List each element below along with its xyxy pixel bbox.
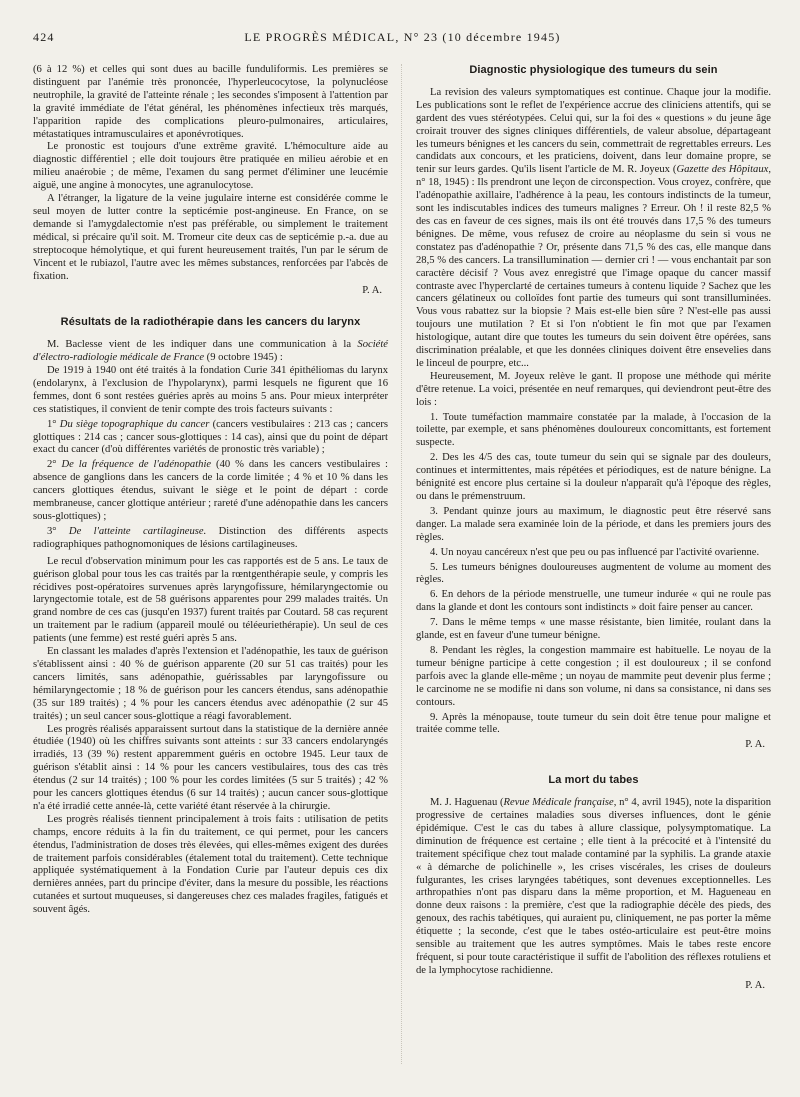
society-name: Société d'électro-radiologie médicale de France xyxy=(33,339,388,364)
law-item: 1. Toute tuméfaction mammaire constatée par la malade, à l'occasion de la toilette, par exemple, et sans phénomènes douloureux concomittants, est fortement suspecte. xyxy=(416,411,771,449)
factor-item xyxy=(33,419,388,458)
body-paragraph: (6 à 12 %) et celles qui sont dues au bacille funduliformis. Les premières se distinguent par l'anémie très prononcée, l'hyperleucocytose, la polynucléose neutrophile, la gravité de l'atteinte rénale ; les secondes s'imposent à l'attention par la gravité immédiate de l'état général, les phénomènes infectieux très marqués, l'apparition rapide des complications pleuro-pulmonaires, articulaires, métastatiques intramusculaires et aponévrotiques. xyxy=(33,64,388,140)
body-paragraph: De 1919 à 1940 ont été traités à la fondation Curie 341 épithéliomas du larynx (endolarynx, à l'exclusion de l'hypolarynx), parmi lesquels ne figurent que 16 femmes, dont 6 sont restées guéries après au moins 5 ans. Pour mieux interpréter ces statistiques, il convient de tenir compte des trois facteurs suivants : xyxy=(33,365,388,415)
body-paragraph: Le recul d'observation minimum pour les cas rapportés est de 5 ans. Le taux de guérison global pour tous les cas traités par la rœntgenthérapie seule, y compris les récidives post-opératoires survenues après laryngofissure, hémilaryngectomie ou laryngectomie totale, est de 58 guérisons apparentes pour 299 malades traités. Un grand nombre de ces cas (jusqu'en 1937) furent traités par Coutard. 58 cas reçurent un traitement par le radium (appareil moulé ou téléeuriethérapie). Un seul de ces patients (une femme) est resté guéri après 5 ans. xyxy=(33,555,388,645)
law-item: 3. Pendant quinze jours au maximum, le diagnostic peut être réservé sans danger. La malade sera examinée loin de la période, et dans les premiers jours des règles. xyxy=(416,505,771,543)
section-title-breast-tumours: Diagnostic physiologique des tumeurs du sein xyxy=(469,64,718,76)
right-column xyxy=(416,64,771,993)
article-signature: P. A. xyxy=(745,739,765,751)
body-paragraph: Heureusement, M. Joyeux relève le gant. Il propose une méthode qui mérite d'être retenue. La voici, présentée en neuf remarques, qui deviendront peut-être des lois : xyxy=(416,370,771,408)
journal-name: Revue Médicale française xyxy=(503,797,614,809)
factor-item xyxy=(33,526,388,552)
section-title-tabes: La mort du tabes xyxy=(548,774,639,787)
factor-text: Distinction des différents aspects radiographiques pathognomoniques de lésions cartilagineuses. xyxy=(33,525,388,550)
column-divider xyxy=(401,64,402,1064)
left-column xyxy=(33,64,388,917)
factor-title: De l'atteinte cartilagineuse. xyxy=(68,525,207,537)
law-item: 5. Les tumeurs bénignes douloureuses augmentent de volume au moment des règles. xyxy=(416,561,771,586)
body-paragraph: A l'étranger, la ligature de la veine jugulaire interne est considérée comme le seul moyen de lutter contre la septicémie post-angineuse. En France, on se demande si l'amygdalectomie n'est pas préférable, ou simplement le traitement médical, si précaire qu'il soit. M. Tromeur cite deux cas de septicémie p.-a. due au streptocoque hémolytique, et qui furent heureusement traités, l'un par le sérum de Vincent et le rubiazol, l'autre avec les mêmes substances, renforcées par l'abcès de fixation. xyxy=(33,193,388,282)
running-title: LE PROGRÈS MÉDICAL, N° 23 (10 décembre 1945) xyxy=(244,30,561,44)
text-run: M. Baclesse vient de les indiquer dans une communication à la xyxy=(47,339,358,351)
body-paragraph xyxy=(416,797,771,978)
law-item: 8. Pendant les règles, la congestion mammaire est habituelle. Le noyau de la tumeur bénigne participe à cette congestion ; il est douloureux ; il se confond parfois avec la glande elle-même ; un noyau de mammite peut devenir plus ferme ; le carcinome ne se modifie ni dans son volume, ni dans sa consistance, ni dans ses contours. xyxy=(416,644,771,708)
law-item: 2. Des les 4/5 des cas, toute tumeur du sein qui se signale par des douleurs, continues et intermittentes, mais répétées et périodiques, est de nature bénigne. La bénignité est encore plus certaine si la douleur n'apparaît qu'à l'époque des règles, ou dans le prémenstruum. xyxy=(416,452,771,502)
body-paragraph: Les progrès réalisés tiennent principalement à trois faits : utilisation de petits champs, encore réduits à la fin du traitement, ce qui permet, pour les cancers étendus, l'administration de doses très élevées, qui elles-mêmes exigent des durées de traitement parfois considérables (étalement total du traitement). Cette technique appliquée systématiquement à la Fondation Curie par l'auteur depuis ces dix dernières années, part du principe d'éviter, dans la mesure du possible, les réactions cutanées et surtout muqueuses, si dangereuses chez ces malades fragiles, fatigués et souvent âgés. xyxy=(33,813,388,916)
factor-text: (40 % dans les cancers vestibulaires : absence de ganglions dans les cancers de la corde limitée ; 4 % et 10 % dans les cancers glottiques étendus, suivant le siège et le point de départ : corde membraneuse, cancer glottique antérieur ; rareté d'une adénopathie dans les cancers sous-glottiques) ; xyxy=(33,459,388,522)
law-item: 6. En dehors de la période menstruelle, une tumeur indurée « qui ne roule pas dans la glande et dont les contours sont indistincts » doit faire penser au cancer. xyxy=(416,589,771,614)
running-head xyxy=(33,30,772,46)
text-run: La revision des valeurs symptomatiques est continue. Chaque jour la modifie. Les publications sont le reflet de l'expérience accrue des cliniciens attentifs, qui se gardent des vues stéréotypées. Celui qui, sur la foi des « questions » du jeune âge croirait trouver des signes cliniques différentiels, de valeur absolue, départageant les tumeurs bénignes et les cancers du sein, commettrait de regrettables erreurs. Les candidats aux concours, et les praticiens, doivent, dans leur domaine propre, se tenir sur leurs gardes. Qu'ils lisent l'article de M. R. Joyeux ( xyxy=(416,86,771,176)
law-item: 7. Dans le même temps « une masse résistante, bien limitée, roulant dans la glande, est en faveur d'une tumeur bénigne. xyxy=(416,617,771,642)
body-paragraph xyxy=(416,87,771,371)
factor-text: (cancers vestibulaires : 213 cas ; cancers glottiques : 214 cas ; cancer sous-glottiques : 14 cas), ainsi que du point de départ exact du cancer (d'où différentes variétés de pronostic très variable) ; xyxy=(33,418,388,456)
text-run: (9 octobre 1945) : xyxy=(204,352,283,364)
factor-title: Du siège topographique du cancer xyxy=(59,418,210,430)
factor-item xyxy=(33,459,388,524)
journal-name: Gazette des Hôpitaux xyxy=(676,164,769,176)
factor-title: De la fréquence de l'adénopathie xyxy=(61,459,212,471)
text-run: M. J. Haguenau ( xyxy=(430,797,504,809)
body-paragraph: Le pronostic est toujours d'une extrême gravité. L'hémoculture aide au diagnostic différentiel ; elle doit toujours être pratiquée en milieu aérobie et en milieu anaérobie ; de même, l'examen du sang permet d'éliminer une leucémie aiguë, une angine à monocytes, une agranulocytose. xyxy=(33,141,388,192)
factor-number: 1° xyxy=(47,418,60,430)
page-number: 424 xyxy=(33,30,55,44)
section-title-radiotherapy: Résultats de la radiothérapie dans les cancers du larynx xyxy=(60,316,361,329)
article-signature: P. A. xyxy=(745,979,765,991)
body-paragraph: Les progrès réalisés apparaissent surtout dans la statistique de la dernière année étudiée (1940) où les chiffres suivants sont atteints : sur 33 cancers endolaryngés irradiés, 13 (39 %) restent apparemment guéris en octobre 1945. Leur taux de guérison s'établit ainsi : 14 % pour les cancers vestibulaires, tous des cas très étendus (2 sur 14 traités) ; 100 % pour les cordes limitées (5 sur 5 traités) ; 42 % pour les cancers glottiques étendus (6 sur 14 traités) ; aucun cancer sous-glottique n'a été irradié cette année-là, cette variété étant réservée à la chirurgie. xyxy=(33,723,388,812)
article-signature: P. A. xyxy=(362,285,382,297)
body-paragraph xyxy=(33,339,388,365)
body-paragraph: En classant les malades d'après l'extension et l'adénopathie, les taux de guérison s'établissent ainsi : 40 % de guérison apparente (20 sur 51 cas traités) pour les cancers limités, sans adénopathie, guérissables par laryngofissure ou hémilaryngectomie ; 18 % de guérison pour les cancers étendus, sans adénopathie (35 sur 189 traités) ; 4 % pour les cancers étendus avec adénopathie (2 sur 45 traités) ; un seul cancer sous-glottique a réagi favorablement. xyxy=(33,646,388,722)
factor-number: 2° xyxy=(47,459,62,471)
factor-number: 3° xyxy=(47,525,69,537)
text-run: , n° 18, 1945) : Ils prendront une leçon de circonspection. Vous croyez, confrère, que l'adénopathie axillaire, l'adhérence à la peau, les contours indistincts de la tumeur, sont les indiscutables indices des tumeurs malignes ? Erreur. Oh ! il reste 82,5 % des cas en faveur de ces signes, mais ils ont été trouvés dans 17,5 % des tumeurs bénignes. De même, vous refusez de croire au néoplasme du sein si vous ne constatez pas d'adénopathie ? Or, présente dans 71,5 % des cas, elle manque dans 28,5 % des cancers. La transillumination — dernier cri ! — vous enchantait par son caractère décisif ? Vous avez enregistré que l'image opaque du cancer massif contraste avec l'hyperclarté de certaines tumeurs à contenu liquide ? Sachez que les cancers gélatineux ou colloïdes font partie des tumeurs qui sont transilluminées. Vous vous rabattez sur la biopsie ? Mais est-elle bien sûre ? N'est-elle pas aussi toujours une mutilation ? Et si l'on n'obtient le fin mot que par l'examen histologique, autant dire que toutes les tumeurs du sein doivent être opérées, sans discrimination préalable, et que les données cliniques doivent être ensevelies dans le linceul de pourpre, etc... xyxy=(416,164,771,369)
law-item: 4. Un noyau cancéreux n'est que peu ou pas influencé par l'activité ovarienne. xyxy=(430,546,760,558)
text-run: , n° 4, avril 1945), note la disparition progressive de certaines maladies sous diverses influences, dont le génie épidémique. C'est le cas du tabes à allure classique, polysymptomatique. La diminution de fréquence est certaine ; elle tient à la précocité et à l'intensité du traitement spécifique chez tout malade contaminé par la syphilis. La grande ataxie « à démarche de polichinelle », les crises viscérales, les crises de douleurs fulgurantes, les crises laryngées tabétiques, sont devenues exceptionnelles. Les arthropathies n'ont pas disparu dans la même proportion, et M. Hagueneau en donne deux raisons : la première, c'est que la radiographie décèle des pieds, des genoux, des rachis tabétiques, qui auraient pu, cliniquement, ne pas porter la même étiquette ; la seconde, c'est que le tabes ostéo-articulaire est peut-être moins sensible au traitement que les autres symptômes. Mais le tabes reste encore fréquent, si pour toute caractéristique il suffit de l'abolition des réflexes rotuliens et de la lymphocytose rachidienne. xyxy=(416,797,772,976)
law-item: 9. Après la ménopause, toute tumeur du sein doit être tenue pour maligne et traitée comme telle. xyxy=(416,711,771,736)
